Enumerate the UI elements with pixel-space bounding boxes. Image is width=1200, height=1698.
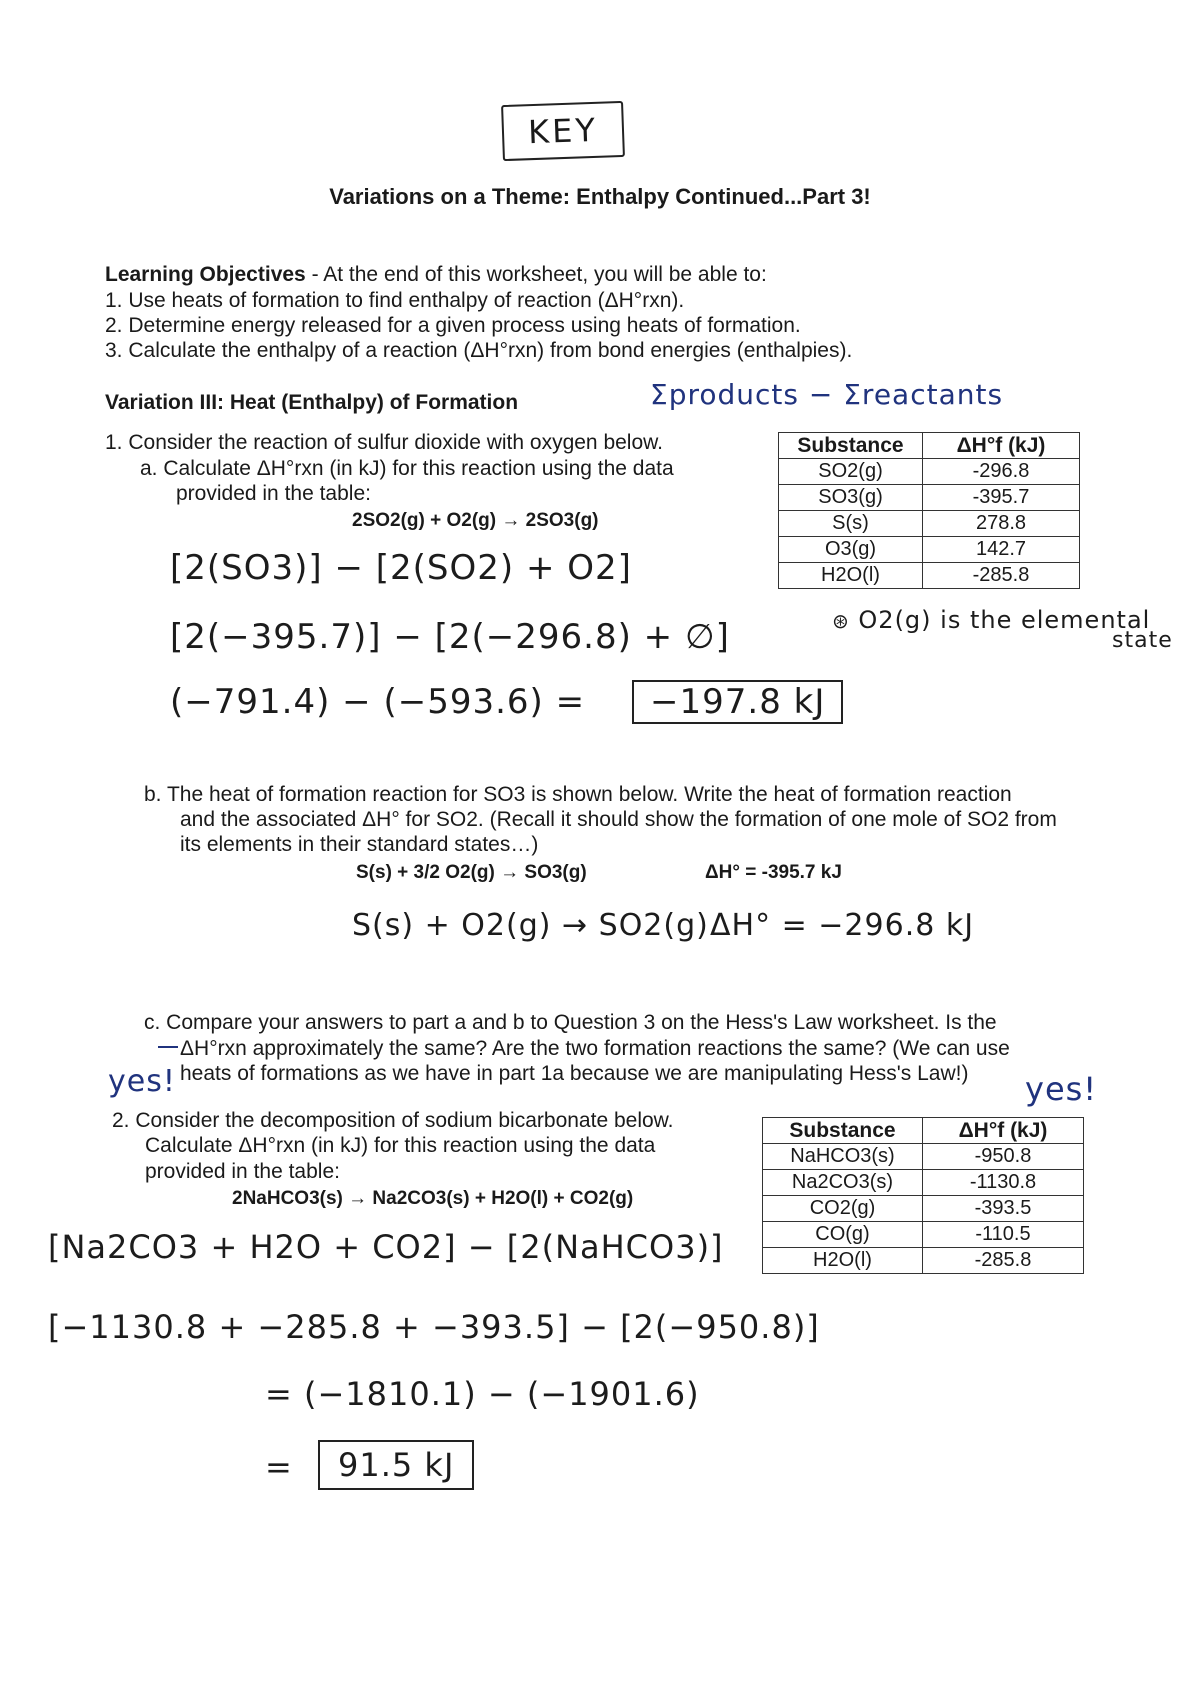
q1-answer-box: −197.8 kJ: [632, 680, 843, 724]
circled-star-icon: ⊛: [832, 609, 850, 633]
q1-work-line1: [2(SO3)] − [2(SO2) + O2]: [170, 548, 632, 588]
table-cell: CO2(g): [763, 1196, 923, 1222]
table-cell: H2O(l): [779, 563, 923, 589]
objective-1: 1. Use heats of formation to find enthalpy of reaction (ΔH°rxn).: [105, 289, 685, 312]
table-header-row: [779, 433, 1080, 459]
q2-answer-box: 91.5 kJ: [318, 1440, 474, 1490]
q1c-line3: heats of formations as we have in part 1a because we are manipulating Hess's Law!): [180, 1062, 969, 1085]
table-row: [763, 1248, 1084, 1274]
worksheet-title: Variations on a Theme: Enthalpy Continued...Part 3!: [329, 184, 871, 209]
table-cell: S(s): [779, 511, 923, 537]
table-cell: -285.8: [923, 1248, 1084, 1274]
table-cell: -950.8: [923, 1144, 1084, 1170]
table-header-cell: ΔH°f (kJ): [923, 433, 1080, 459]
q1a-line2: provided in the table:: [176, 482, 371, 505]
q1-stem: 1. Consider the reaction of sulfur dioxide with oxygen below.: [105, 431, 663, 454]
q2-work-line4: =: [265, 1448, 293, 1486]
table-cell: Na2CO3(s): [763, 1170, 923, 1196]
table-cell: O3(g): [779, 537, 923, 563]
objective-3: 3. Calculate the enthalpy of a reaction (ΔH°rxn) from bond energies (enthalpies).: [105, 339, 853, 362]
q1-work-line3: (−791.4) − (−593.6) =: [170, 682, 586, 722]
q1b-line2: and the associated ΔH° for SO2. (Recall it should show the formation of one mole of SO2 from: [180, 808, 1057, 831]
q1-equation: 2SO2(g) + O2(g) → 2SO3(g): [352, 510, 599, 531]
table-cell: NaHCO3(s): [763, 1144, 923, 1170]
q1c-line1: c. Compare your answers to part a and b to Question 3 on the Hess's Law worksheet. Is the: [144, 1011, 997, 1034]
table-row: [779, 511, 1080, 537]
table-cell: SO2(g): [779, 459, 923, 485]
key-stamp: [501, 101, 625, 161]
formula-annotation: Σproducts − Σreactants: [650, 378, 1004, 411]
q1b-enthalpy: ΔH° = -395.7 kJ: [705, 862, 842, 883]
table-row: [779, 459, 1080, 485]
q2-work-line1: [Na2CO3 + H2O + CO2] − [2(NaHCO3)]: [48, 1228, 724, 1266]
section-title: Variation III: Heat (Enthalpy) of Formation: [105, 391, 519, 414]
objectives-intro: - At the end of this worksheet, you will be able to:: [305, 263, 767, 286]
table-cell: H2O(l): [763, 1248, 923, 1274]
q2-line2: Calculate ΔH°rxn (in kJ) for this reaction using the data: [145, 1134, 656, 1157]
table-cell: -1130.8: [923, 1170, 1084, 1196]
q2-line1: 2. Consider the decomposition of sodium bicarbonate below.: [112, 1109, 674, 1132]
q2-equation: 2NaHCO3(s) → Na2CO3(s) + H2O(l) + CO2(g): [232, 1188, 634, 1209]
table-row: [763, 1222, 1084, 1248]
table-row: [779, 537, 1080, 563]
table-row: [779, 563, 1080, 589]
table-cell: SO3(g): [779, 485, 923, 511]
objectives-header: Learning Objectives: [105, 263, 306, 286]
yes-annotation-left: yes!: [108, 1064, 176, 1099]
objective-2: 2. Determine energy released for a given process using heats of formation.: [105, 314, 801, 337]
key-label: KEY: [527, 110, 599, 152]
table-row: [779, 485, 1080, 511]
q1a-line1: a. Calculate ΔH°rxn (in kJ) for this reaction using the data: [140, 457, 674, 480]
q1b-line1: b. The heat of formation reaction for SO3 is shown below. Write the heat of formation reaction: [144, 783, 1012, 806]
table-header-cell: ΔH°f (kJ): [923, 1118, 1084, 1144]
table-header-cell: Substance: [779, 433, 923, 459]
yes-annotation-right: yes!: [1025, 1070, 1098, 1108]
table-header-row: [763, 1118, 1084, 1144]
table-cell: -110.5: [923, 1222, 1084, 1248]
q1-note-text: O2(g) is the elemental: [858, 606, 1151, 634]
q1-note-line1: [832, 606, 1150, 634]
table-cell: 142.7: [923, 537, 1080, 563]
table-row: [763, 1144, 1084, 1170]
pointer-arrow-icon: [158, 1046, 178, 1048]
q1-note-line2: state: [1112, 628, 1173, 653]
table-row: [763, 1196, 1084, 1222]
table-cell: -285.8: [923, 563, 1080, 589]
table-cell: CO(g): [763, 1222, 923, 1248]
table-header-cell: Substance: [763, 1118, 923, 1144]
q2-line3: provided in the table:: [145, 1160, 340, 1183]
q2-work-line3: = (−1810.1) − (−1901.6): [265, 1375, 700, 1413]
q1b-answer-equation: S(s) + O2(g) → SO2(g): [352, 908, 709, 943]
objectives-header-line: [105, 262, 767, 288]
table-cell: -395.7: [923, 485, 1080, 511]
table-cell: -393.5: [923, 1196, 1084, 1222]
q2-data-table: [762, 1117, 1084, 1274]
q1b-equation: S(s) + 3/2 O2(g) → SO3(g): [356, 862, 587, 883]
table-cell: 278.8: [923, 511, 1080, 537]
table-row: [763, 1170, 1084, 1196]
q1c-line2: ΔH°rxn approximately the same? Are the two formation reactions the same? (We can use: [180, 1037, 1010, 1060]
q2-work-line2: [−1130.8 + −285.8 + −393.5] − [2(−950.8)]: [48, 1308, 820, 1346]
table-cell: -296.8: [923, 459, 1080, 485]
q1b-line3: its elements in their standard states…): [180, 833, 539, 856]
q1-work-line2: [2(−395.7)] − [2(−296.8) + ∅]: [170, 617, 730, 657]
q1b-answer-enthalpy: ΔH° = −296.8 kJ: [710, 908, 975, 943]
q1-data-table: [778, 432, 1080, 589]
